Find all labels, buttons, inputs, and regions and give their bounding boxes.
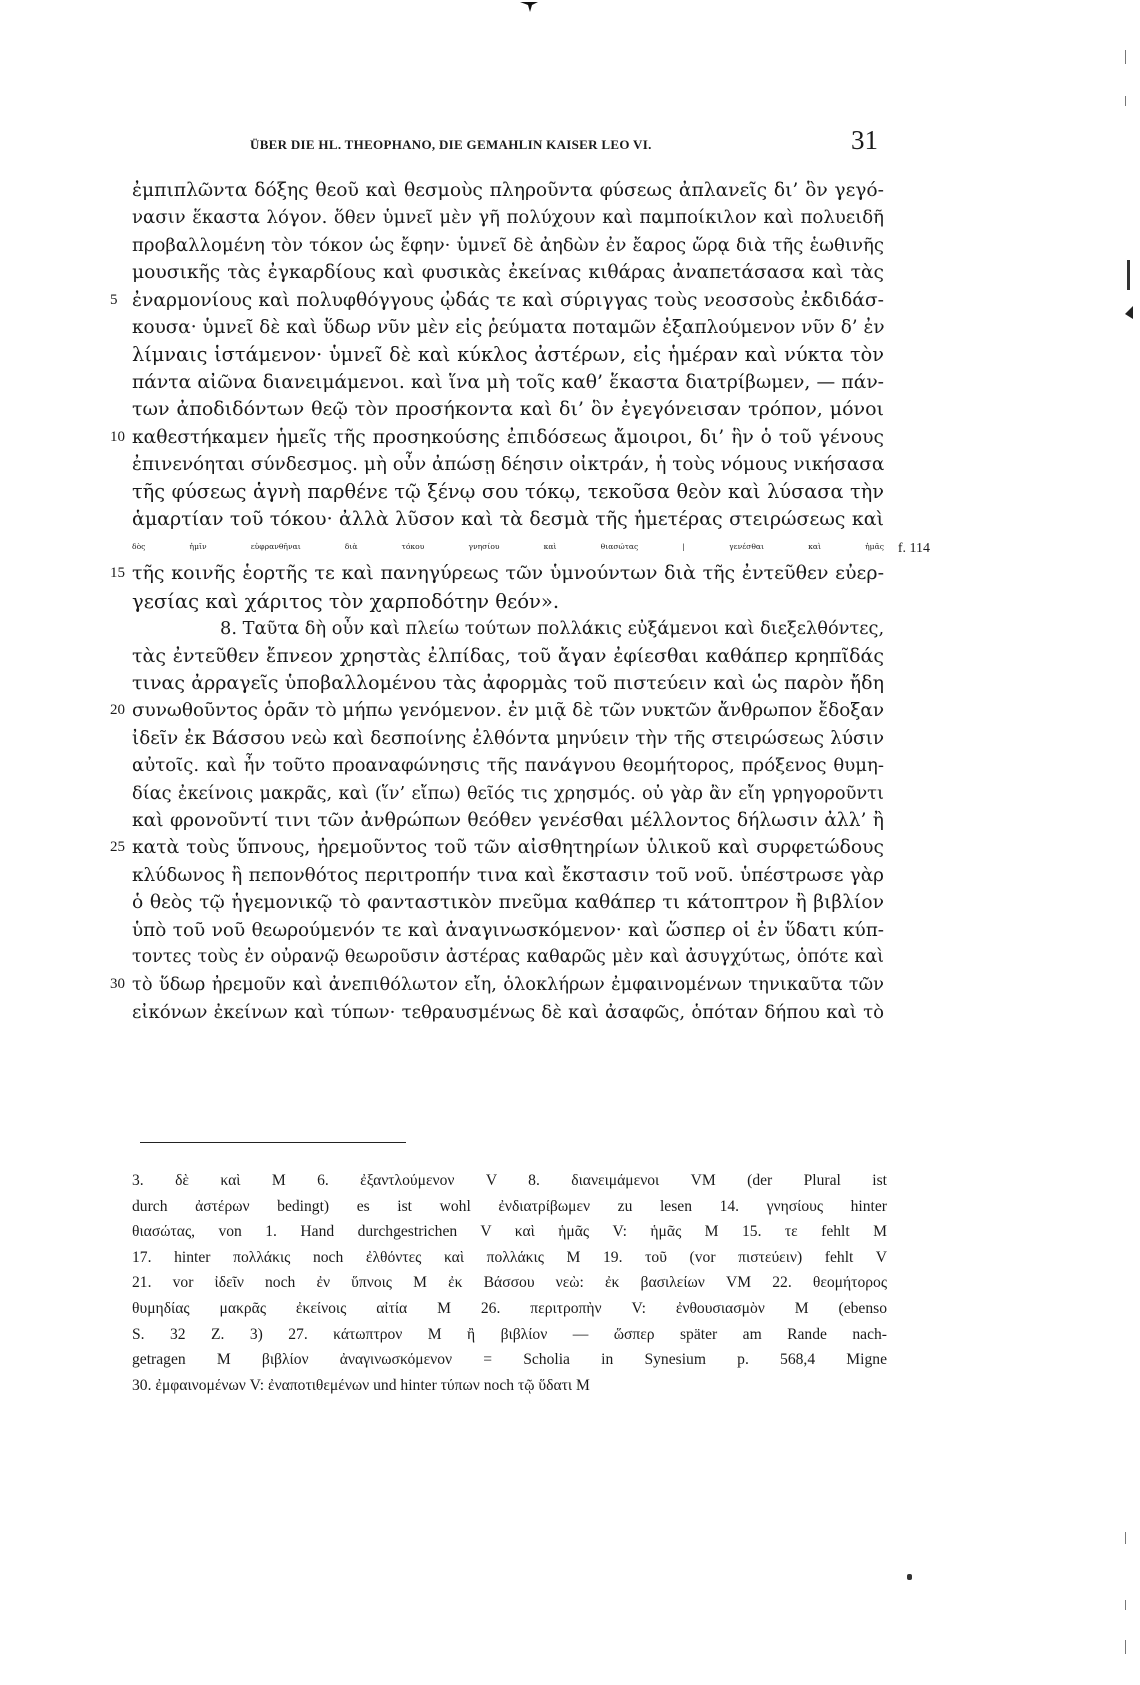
text-line: [132, 889, 884, 916]
line-text: δὸς ἡμῖν εὐφρανθῆναι διὰ τόκου γνησίου καὶ θιασώτας | γενέσθαι καὶ ἡμᾶς: [132, 542, 884, 552]
text-line: [132, 862, 884, 889]
line-text: ἐναρμονίους καὶ πολυφθόγγους ᾠδάς τε καὶ σύριγγας τοὺς νεοσσοὺς ἐκδιδάσ-: [132, 289, 884, 311]
line-number: 20: [110, 702, 125, 719]
text-line: [132, 396, 884, 423]
text-line: [132, 478, 884, 505]
text-line: [110, 971, 884, 998]
line-text: πάντα αἰῶνα διανειμάμενοι. καὶ ἵνα μὴ τοῖς καθ’ ἕκαστα διατρίβωμεν, — πάν-: [132, 371, 884, 393]
text-line: [132, 643, 884, 670]
footnote-separator: [140, 1142, 406, 1143]
text-line: [132, 259, 884, 286]
line-text: εἰκόνων ἐκείνων καὶ τύπων· τεθραυσμένως δὲ καὶ ἀσαφῶς, ὁπόταν δήπου καὶ τὸ: [132, 1001, 884, 1023]
apparatus-line: S. 32 Z. 3) 27. κάτωπτρον M ἢ βιβλίον — ὥσπερ später am Rande nach-: [132, 1325, 887, 1343]
line-text: νασιν ἕκαστα λόγον. ὅθεν ὑμνεῖ μὲν γῆ πολύχουν καὶ παμποίκιλον καὶ πολυειδῆ: [132, 207, 884, 229]
apparatus-line: θιασώτας, von 1. Hand durchgestrichen V καὶ ἡμᾶς V: ἡμᾶς M 15. τε fehlt M: [132, 1223, 887, 1241]
text-line: [132, 451, 884, 478]
line-text: ἐμπιπλῶντα δόξης θεοῦ καὶ θεσμοὺς πληροῦντα φύσεως ἀπλανεῖς δι’ ὃν γεγό-: [132, 180, 884, 201]
line-text: κουσα· ὑμνεῖ δὲ καὶ ὕδωρ νῦν μὲν εἰς ῥεύματα ποταμῶν ἐξαπλούμενον νῦν δ’ ἐν: [132, 316, 885, 338]
text-line: [132, 177, 884, 204]
line-text: τινας ἀρραγεῖς ὑποβαλλομένου τὰς ἀφορμὰς τοῦ πιστεύειν καὶ ὡς παρὸν ἤδη: [132, 672, 884, 695]
stray-dot-mark: [907, 1574, 912, 1580]
line-text: κατὰ τοὺς ὕπνους, ἠρεμοῦντος τοῦ τῶν αἰσθητηρίων ὑλικοῦ καὶ συρφετώδους: [132, 837, 884, 859]
line-number: 25: [110, 839, 125, 856]
line-text: 8. Ταῦτα δὴ οὖν καὶ πλείω τούτων πολλάκις εὐξάμενοι καὶ διεξελθόντες,: [220, 618, 885, 640]
line-text: καθεστήκαμεν ἡμεῖς τῆς προσηκούσης ἐπιδόσεως ἄμοιροι, δι’ ἣν ὁ τοῦ γένους: [132, 426, 884, 448]
line-number: 30: [110, 976, 125, 993]
line-number: 5: [110, 291, 118, 308]
line-text: τοντες τοὺς ἐν οὐρανῷ θεωροῦσιν ἀστέρας καθαρῶς μὲν καὶ ἀσυγχύτως, ὁπότε καὶ: [132, 946, 884, 967]
text-line: [132, 917, 884, 944]
text-line: [132, 615, 884, 642]
line-text: γεσίας καὶ χάριτος τὸν χαρποδότην θεόν».: [132, 589, 560, 613]
apparatus-line: 30. ἐμφαινομένων V: ἐναποτιθεμένων und hinter τύπων noch τῷ ὕδατι M: [132, 1376, 590, 1394]
text-line: [132, 588, 884, 615]
line-text: καὶ φρονοῦντί τινι τῶν ἀνθρώπων θεόθεν γενέσθαι μέλλοντος δήλωσιν ἀλλ’ ἢ: [132, 809, 884, 831]
apparatus-line: durch ἀστέρων bedingt) es ist wohl ἐνδιατρίβωμεν zu lesen 14. γνησίους hinter: [132, 1197, 887, 1215]
main-text: [110, 177, 930, 1026]
line-text: ἁμαρτίαν τοῦ τόκου· ἀλλὰ λῦσον καὶ τὰ δεσμὰ τῆς ἡμετέρας στειρώσεως καὶ: [132, 507, 884, 530]
text-line: [110, 424, 884, 451]
line-text: των ἀποδιδόντων θεῷ τὸν προσήκοντα καὶ δι’ ὃν ἐγεγόνεισαν τρόπον, μόνοι: [132, 398, 884, 421]
line-text: κλύδωνος ἢ πεπονθότος περιτροπήν τινα καὶ ἔκστασιν τοῦ νοῦ. ὑπέστρωσε γὰρ: [132, 864, 884, 886]
line-number: 15: [110, 565, 125, 582]
text-line: [132, 725, 884, 752]
text-line: [132, 232, 884, 259]
line-text: ἐπινενόηται σύνδεσμος. μὴ οὖν ἀπώσῃ δέησιν οἰκτράν, ἡ τοὺς νόμους νικήσασα: [132, 453, 885, 475]
apparatus-line: 3. δὲ καὶ M 6. ἐξαντλούμενον V 8. διανειμάμενοι VM (der Plural ist: [132, 1172, 887, 1189]
line-text: προβαλλομένη τὸν τόκον ὡς ἔφην· ὑμνεῖ δὲ ἀηδὼν ἐν ἔαρος ὥρᾳ διὰ τῆς ἑωθινῆς: [132, 234, 884, 256]
text-line: [132, 670, 884, 697]
page-header: [250, 125, 878, 155]
line-text: τὸ ὕδωρ ἠρεμοῦν καὶ ἀνεπιθόλωτον εἴη, ὁλοκλήρων ἐμφαινομένων τηνικαῦτα τῶν: [132, 974, 884, 996]
text-line: [132, 752, 884, 779]
line-text: τῆς φύσεως ἁγνὴ παρθένε τῷ ξένῳ σου τόκῳ, τεκοῦσα θεὸν καὶ λύσασα τὴν: [132, 480, 884, 504]
page-number: 31: [851, 125, 878, 155]
text-line: [132, 314, 884, 341]
text-line: [132, 341, 884, 368]
apparatus-line: getragen M βιβλίον ἀναγινωσκόμενον = Scholia in Synesium p. 568,4 Migne: [132, 1351, 887, 1369]
line-text: συνωθοῦντος ὁρᾶν τὸ μήπω γενόμενον. ἐν μιᾷ δὲ τῶν νυκτῶν ἄνθρωπον ἔδοξαν: [132, 700, 884, 722]
text-line: [110, 834, 884, 861]
text-line: [110, 287, 884, 314]
text-line: [132, 999, 884, 1026]
text-line: [132, 204, 884, 231]
line-text: μουσικῆς τὰς ἐγκαρδίους καὶ φυσικὰς ἐκείνας κιθάρας ἀναπετάσασα καὶ τὰς: [132, 262, 884, 284]
text-line: [132, 369, 884, 396]
line-text: ὑπὸ τοῦ νοῦ θεωρούμενόν τε καὶ ἀναγινωσκόμενον· καὶ ὥσπερ οἱ ἐν ὕδατι κύπ-: [132, 919, 884, 941]
text-line: [132, 780, 884, 807]
text-line: [132, 506, 884, 533]
line-text: δίας ἐκείνοις μακρᾶς, καὶ (ἵν’ εἴπω) θεῖός τις χρησμός. οὐ γὰρ ἂν εἴη γρηγοροῦντι: [132, 782, 884, 804]
text-line: [132, 807, 884, 834]
text-line: [132, 533, 930, 560]
line-text: λίμναις ἱστάμενον· ὑμνεῖ δὲ καὶ κύκλος ἀστέρων, εἰς ἡμέραν καὶ νύκτα τὸν: [132, 343, 884, 367]
folio-reference: f. 114: [897, 541, 930, 557]
line-text: τὰς ἐντεῦθεν ἔπνεον χρηστὰς ἐλπίδας, τοῦ ἄγαν ἐφίεσθαι καθάπερ κρηπῖδάς: [132, 644, 884, 667]
apparatus-line: θυμηδίας μακρᾶς ἐκείνοις αἰτία M 26. περιτροπὴν V: ἐνθουσιασμὸν M (ebenso: [132, 1299, 887, 1317]
text-line: [132, 944, 884, 971]
scan-edge-marks: [1123, 0, 1129, 1685]
text-line: [110, 560, 884, 587]
running-head: ÜBER DIE HL. THEOPHANO, DIE GEMAHLIN KAISER LEO VI.: [250, 137, 652, 152]
ink-blot-mark: [518, 0, 540, 12]
line-number: 10: [110, 428, 125, 445]
line-text: ἰδεῖν ἐκ Βάσσου νεὼ καὶ δεσποίνης ἐλθόντα μηνύειν τὴν τῆς στειρώσεως λύσιν: [132, 727, 884, 749]
line-text: αὐτοῖς. καὶ ἦν τοῦτο προαναφώνησις τῆς πανάγνου θεομήτορος, πρόξενος θυμη-: [132, 755, 884, 777]
line-text: ὁ θεὸς τῷ ἡγεμονικῷ τὸ φανταστικὸν πνεῦμα καθάπερ τι κάτοπτρον ἢ βιβλίον: [132, 892, 884, 914]
critical-apparatus: [132, 1168, 887, 1398]
apparatus-line: 17. hinter πολλάκις noch ἐλθόντες καὶ πολλάκις M 19. τοῦ (vor πιστεύειν) fehlt V: [132, 1248, 887, 1266]
text-line: [110, 697, 884, 724]
line-text: τῆς κοινῆς ἑορτῆς τε καὶ πανηγύρεως τῶν ὑμνούντων διὰ τῆς ἐντεῦθεν εὐερ-: [132, 562, 884, 585]
apparatus-line: 21. vor ἰδεῖν noch ἐν ὕπνοις M ἐκ Βάσσου νεὼ: ἐκ βασιλείων VM 22. θεομήτορος: [132, 1274, 887, 1292]
